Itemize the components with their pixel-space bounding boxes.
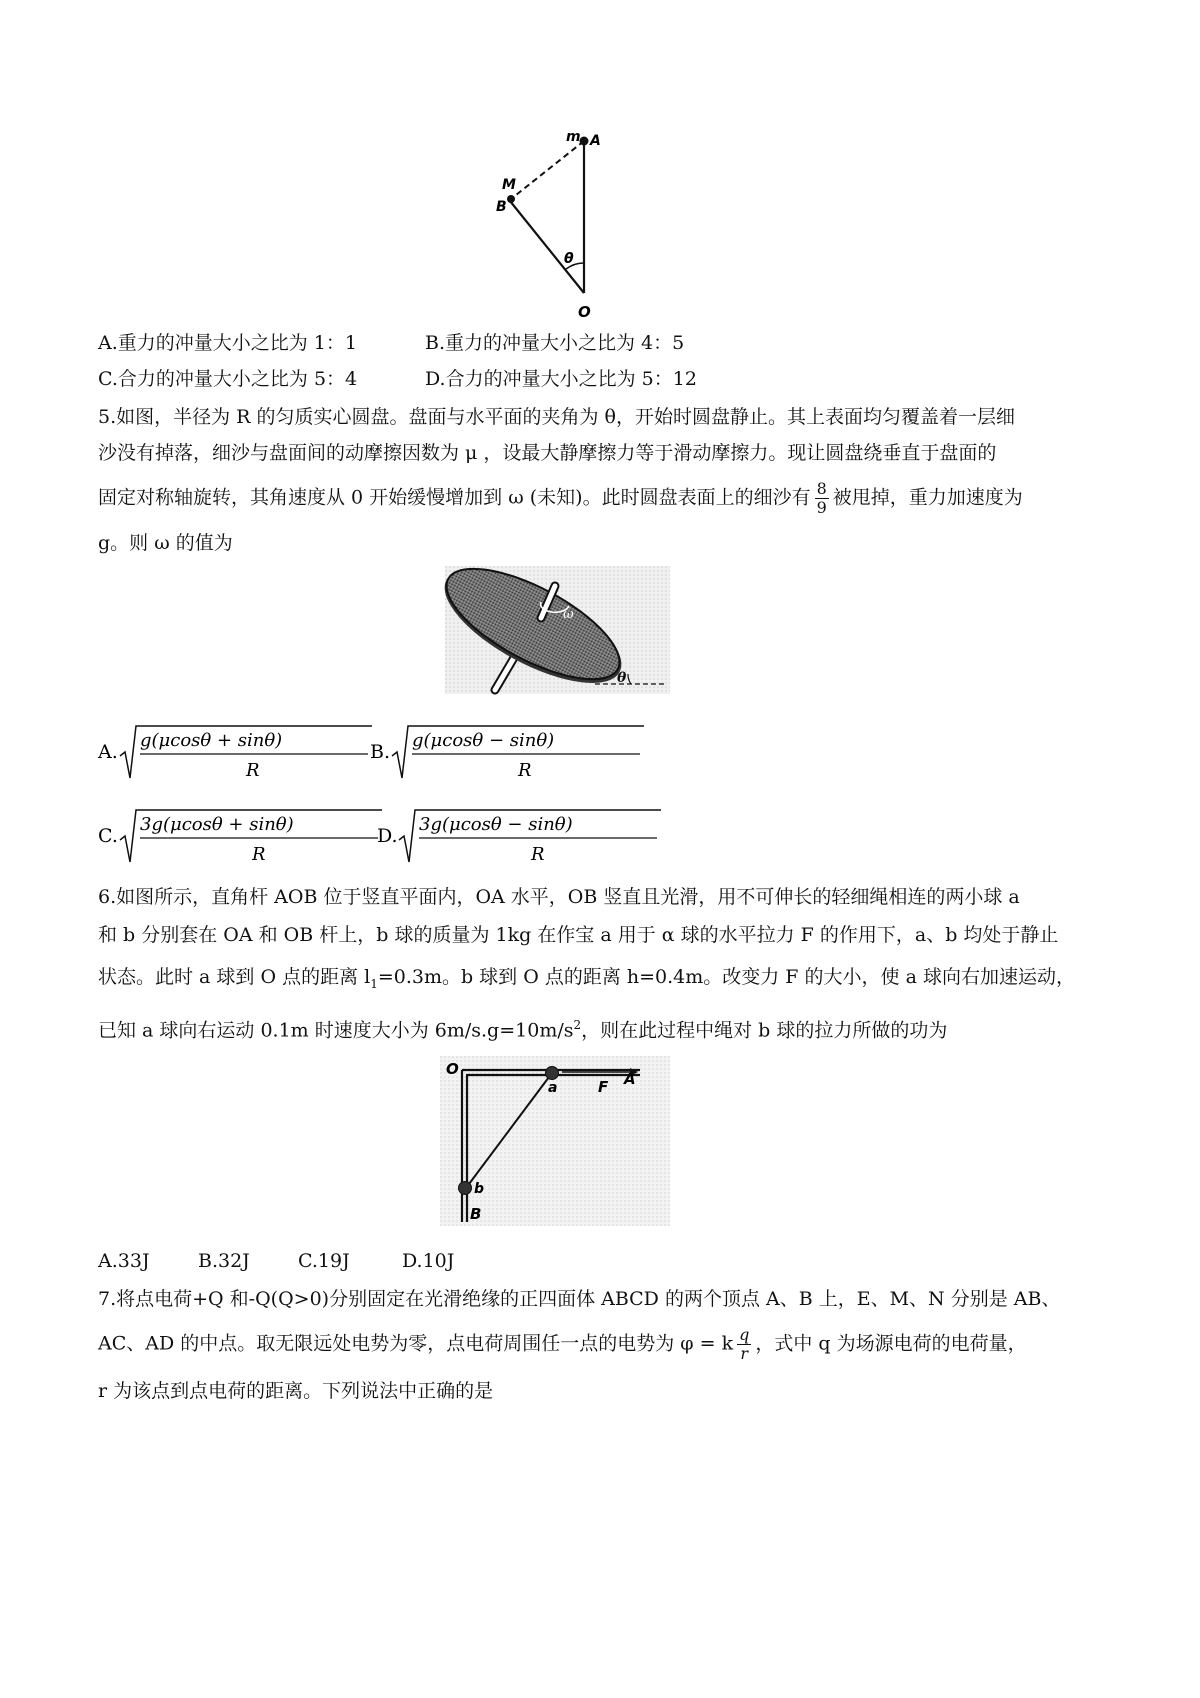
svg-text:R: R (518, 760, 532, 781)
q5-line-3-pre: 固定对称轴旋转，其角速度从 0 开始缓慢增加到 ω (未知)。此时圆盘表面上的细沙有 (98, 486, 811, 509)
q4-option-a: A.重力的冲量大小之比为 1：1 (98, 332, 357, 354)
q6-line-4: 已知 a 球向右运动 0.1m 时速度大小为 $6m/s.g=10m/s^2$，则在此过程中绳对 b 球的拉力所做的功为 (98, 1018, 948, 1042)
svg-text:D.: D. (377, 825, 398, 847)
svg-text:C.: C. (98, 825, 118, 847)
q5-option-c (98, 806, 388, 871)
svg-text:3g(μcosθ + sinθ): 3g(μcosθ + sinθ) (140, 814, 294, 835)
label-theta-disk: θ (617, 670, 627, 686)
q6-option-a: A.33J (98, 1250, 150, 1272)
q4-option-b: B.重力的冲量大小之比为 4：5 (425, 332, 685, 354)
q5-line-4: g。则 ω 的值为 (98, 532, 233, 554)
q6-option-d: D.10J (402, 1250, 455, 1272)
label-b-ball: b (474, 1181, 485, 1197)
q6-option-b: B.32J (198, 1250, 250, 1272)
label-a-ball: a (548, 1080, 558, 1096)
q4-option-c: C.合力的冲量大小之比为 5：4 (98, 368, 358, 390)
svg-text:R: R (246, 760, 260, 781)
svg-text:R: R (531, 844, 545, 865)
svg-text:g(μcosθ + sinθ): g(μcosθ + sinθ) (140, 730, 283, 751)
q7-line-2: AC、AD 的中点。取无限远处电势为零，点电荷周围任一点的电势为 φ = k $\frac{q}{r}$ ，式中 q 为场源电荷的电荷量， (98, 1325, 1027, 1363)
label-O-rod: O (446, 1060, 459, 1078)
label-A-rod: A (624, 1070, 636, 1088)
label-omega: ω (563, 607, 574, 622)
q5-line-2: 沙没有掉落，细沙与盘面间的动摩擦因数为 μ ，设最大静摩擦力等于滑动摩擦力。现让圆盘绕垂直于盘面的 (98, 442, 997, 464)
q6-line-1: 6.如图所示，直角杆 AOB 位于竖直平面内，OA 水平，OB 竖直且光滑，用不可伸长的轻细绳相连的两小球 a (98, 886, 1020, 908)
q4-option-d: D.合力的冲量大小之比为 5：12 (425, 368, 697, 390)
q6-line-2: 和 b 分别套在 OA 和 OB 杆上，b 球的质量为 1kg 在作宝 a 用于 α 球的水平拉力 F 的作用下，a、b 均处于静止 (98, 924, 1059, 946)
fraction-8-9: $\frac{8}{9}$ (816, 479, 827, 517)
fraction-q-r: $\frac{q}{r}$ (739, 1325, 750, 1363)
q4-figure (496, 125, 630, 325)
label-B-rod: B (470, 1205, 482, 1223)
q6-option-c: C.19J (298, 1250, 350, 1272)
q5-line-1: 5.如图，半径为 R 的匀质实心圆盘。盘面与水平面的夹角为 θ，开始时圆盘静止。其上表面均匀覆盖着一层细 (98, 406, 1015, 428)
q6-line-3: 状态。此时 a 球到 O 点的距离 $l_1=0.3m$。b 球到 O 点的距离 h=0.4m。改变力 F 的大小，使 a 球向右加速运动， (98, 966, 1075, 991)
svg-text:R: R (252, 844, 266, 865)
svg-text:B.: B. (370, 741, 391, 763)
label-O: O (578, 303, 591, 321)
q5-disk-figure (445, 566, 670, 694)
q7-line-1: 7.将点电荷+Q 和-Q(Q>0)分别固定在光滑绝缘的正四面体 ABCD 的两个顶点 A、B 上，E、M、N 分别是 AB、 (98, 1288, 1061, 1310)
label-M: M (502, 177, 516, 193)
label-B: B (496, 199, 507, 215)
q6-figure (440, 1056, 670, 1226)
label-a: A (590, 133, 601, 149)
label-m: m (566, 129, 581, 145)
q5-line-3-post: 被甩掉，重力加速度为 (832, 486, 1023, 509)
label-theta: θ (564, 251, 574, 267)
q7-line-3: r 为该点到点电荷的距离。下列说法中正确的是 (98, 1380, 494, 1402)
svg-text:g(μcosθ − sinθ): g(μcosθ − sinθ) (412, 730, 555, 751)
svg-text:A.: A. (98, 741, 118, 763)
q5-option-a (98, 722, 378, 787)
svg-text:3g(μcosθ − sinθ): 3g(μcosθ − sinθ) (419, 814, 573, 835)
label-F: F (598, 1078, 609, 1096)
q5-line-3 (98, 480, 1120, 517)
q5-option-d (377, 806, 667, 871)
q5-option-b (370, 722, 650, 787)
